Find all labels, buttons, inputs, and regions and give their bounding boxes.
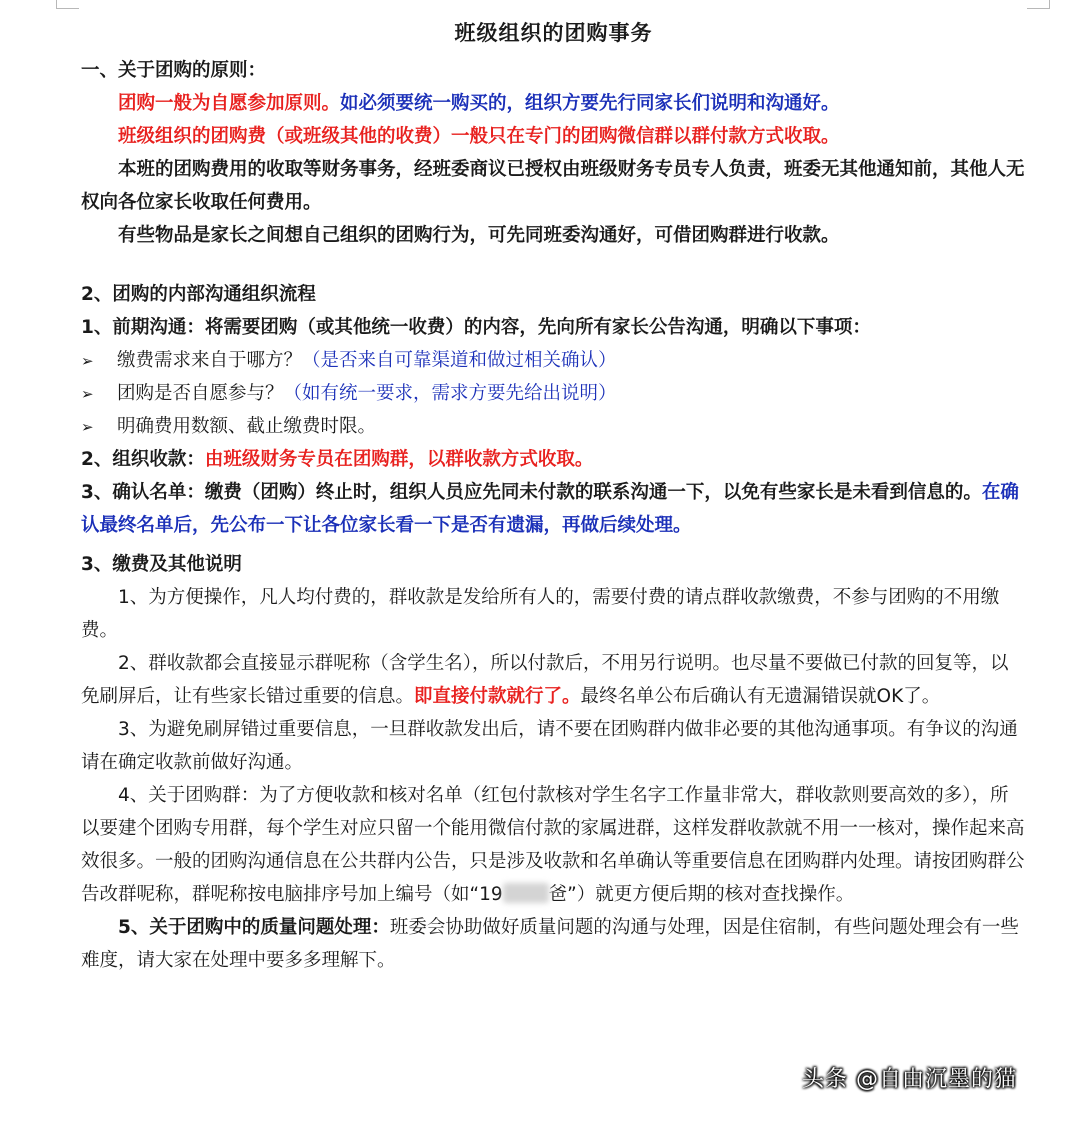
section3-p1: 1、为方便操作，凡人均付费的，群收款是发给所有人的，需要付费的请点群收款缴费，不参与团购的不用缴费。 <box>81 587 1000 641</box>
section2-item3-blue: 在确认最终名单后，先公布一下让各位家长看一下是否有遗漏，再做后续处理。 <box>81 482 1019 536</box>
section3-p2b: 最终名单公布后确认有无遗漏错误就OK了。 <box>580 686 941 707</box>
bullet-text: 团购是否自愿参与？ <box>117 383 284 404</box>
section3-p3: 3、为避免刷屏错过重要信息，一旦群收款发出后，请不要在团购群内做非必要的其他沟通事项。有争议的沟通请在确定收款前做好沟通。 <box>81 719 1018 773</box>
arrow-bullet-icon: ➢ <box>81 418 94 436</box>
document-title: 班级组织的团购事务 <box>454 21 653 45</box>
bullet-text: 明确费用数额、截止缴费时限。 <box>117 416 377 437</box>
bullet-item <box>81 377 1026 410</box>
section3-p4a: 4、关于团购群：为了方便收款和核对名单（红包付款核对学生名字工作量非常大，群收款则要高效的多），所以要建个团购专用群，每个学生对应只留一个能用微信付款的家属进群，这样发群收款就不用一一核对，操作起来高效很多。一般的团购沟通信息在公共群内公告，只是涉及收款和名单确认等重要信息在团购群内处理。请按团购群公告改群呢称，群呢称按电脑排序号加上编号（如“19 <box>81 785 1025 905</box>
section1-para4: 有些物品是家长之间想自己组织的团购行为，可先同班委沟通好，可借团购群进行收款。 <box>118 225 840 246</box>
bullet-note: （是否来自可靠渠道和做过相关确认） <box>302 350 617 371</box>
section3-p5 <box>81 911 1026 977</box>
section2-item1: 1、前期沟通：将需要团购（或其他统一收费）的内容，先向所有家长公告沟通，明确以下事项： <box>81 317 871 338</box>
section3-p5-bold: 5、关于团购中的质量问题处理： <box>118 917 390 938</box>
arrow-bullet-icon: ➢ <box>81 385 94 403</box>
watermark: 头条 @自由沉墨的猫 <box>802 1067 1017 1092</box>
section3-p4 <box>81 779 1026 911</box>
section1-line1 <box>81 87 1026 120</box>
section1-line2: 班级组织的团购费（或班级其他的收费）一般只在专门的团购微信群以群付款方式收取。 <box>118 126 840 147</box>
section3-p2 <box>81 647 1026 713</box>
section2-item2-red: 由班级财务专员在团购群，以群收款方式收取。 <box>204 449 594 470</box>
section3-p5-text: 班委会协助做好质量问题的沟通与处理，因是住宿制，有些问题处理会有一些难度，请大家在处理中要多多理解下。 <box>81 917 1019 971</box>
bullet-note: （如有统一要求，需求方要先给出说明） <box>283 383 617 404</box>
bullet-text: 缴费需求来自于哪方？ <box>117 350 303 371</box>
section1-line1-red: 团购一般为自愿参加原则。 <box>118 93 341 114</box>
bullet-item <box>81 344 1026 377</box>
document-page <box>81 14 1026 977</box>
section1-line1-blue: 如必须要统一购买的，组织方要先行同家长们说明和沟通好。 <box>340 93 840 114</box>
arrow-bullet-icon: ➢ <box>81 352 94 370</box>
section2-item2-label: 2、组织收款： <box>81 449 205 470</box>
section3-p2a: 2、群收款都会直接显示群呢称（含学生名），所以付款后，不用另行说明。也尽量不要做已付款的回复等，以免刷屏后，让有些家长错过重要的信息。 <box>81 653 1009 707</box>
redacted-blur <box>503 883 549 903</box>
section2-heading: 2、团购的内部沟通组织流程 <box>81 284 316 305</box>
section2-item2 <box>81 443 1026 476</box>
section2-item3-label: 3、确认名单：缴费（团购）终止时，组织人员应先同未付款的联系沟通一下，以免有些家长是未看到信息的。 <box>81 482 982 503</box>
page-corner-mark-left <box>56 0 79 9</box>
section2-item3 <box>81 476 1026 542</box>
section1-heading: 一、关于团购的原则： <box>81 60 267 81</box>
section1-para3: 本班的团购费用的收取等财务事务，经班委商议已授权由班级财务专员专人负责，班委无其他通知前，其他人无权向各位家长收取任何费用。 <box>81 159 1025 213</box>
section3-heading: 3、缴费及其他说明 <box>81 554 242 575</box>
page-corner-mark-right <box>1027 0 1050 9</box>
spacer <box>81 252 1026 278</box>
section3-p2-red: 即直接付款就行了。 <box>414 686 581 707</box>
bullet-item <box>81 410 1026 443</box>
section3-p4b: 爸”）就更方便后期的核对查找操作。 <box>548 884 855 905</box>
